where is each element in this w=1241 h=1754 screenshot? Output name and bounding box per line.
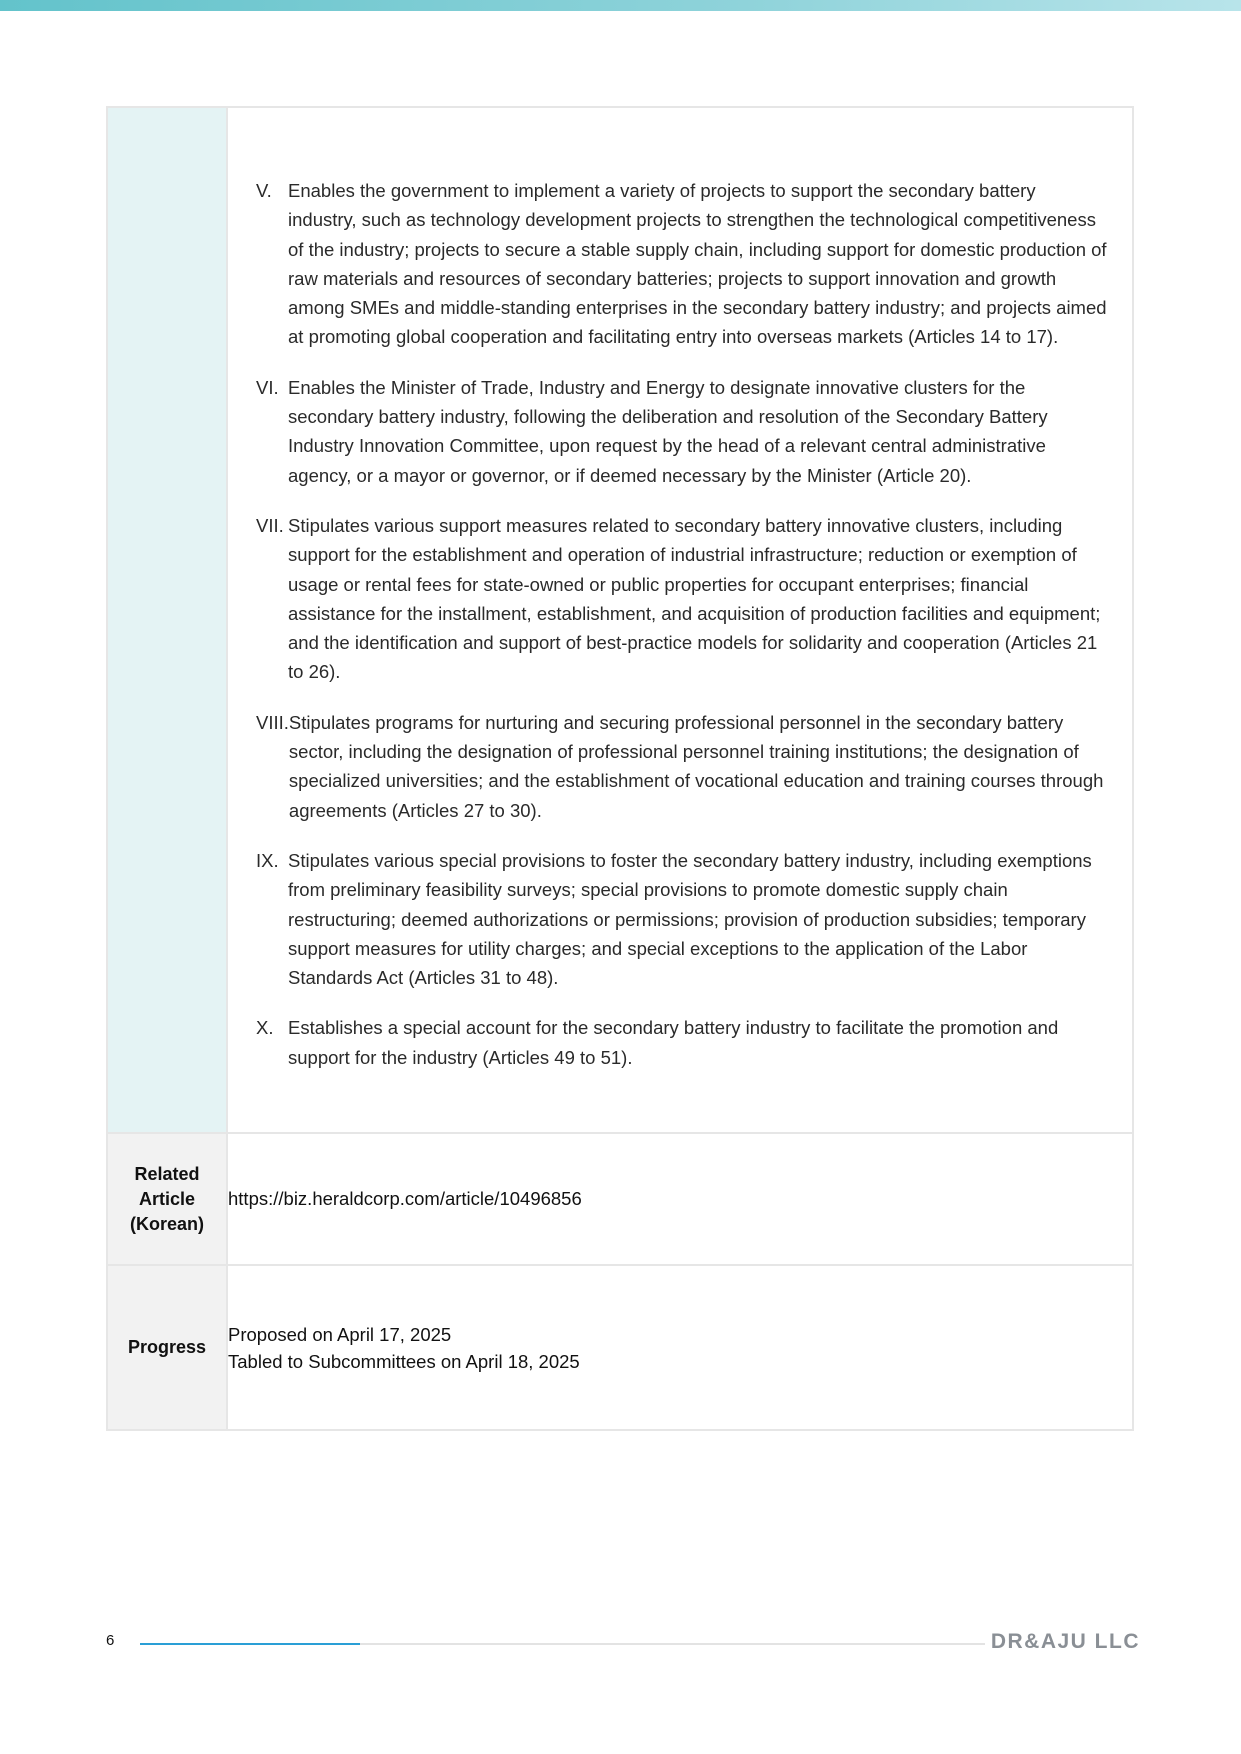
related-article-label-line: Related (134, 1163, 200, 1184)
list-item (256, 846, 1108, 992)
provisions-list (228, 108, 1132, 1132)
brand-logo: DR&AJU LLC (990, 1630, 1140, 1653)
related-article-row (107, 1133, 1133, 1265)
related-article-label (107, 1133, 227, 1265)
progress-proposed: Proposed on April 17, 2025 (228, 1323, 452, 1345)
list-numeral: VI. (256, 376, 279, 398)
footer-progress-track (140, 1643, 985, 1645)
list-item (256, 708, 1108, 825)
list-numeral: X. (256, 1017, 274, 1039)
summary-label-cell (107, 107, 227, 1133)
progress-cell (227, 1265, 1133, 1430)
page-footer (0, 1630, 1241, 1660)
list-item (256, 176, 1108, 352)
related-article-cell (227, 1133, 1133, 1265)
summary-content-cell (227, 107, 1133, 1133)
progress-row (107, 1265, 1133, 1430)
footer-progress-fill (140, 1643, 360, 1645)
page-number: 6 (106, 1632, 115, 1649)
list-item-text: Establishes a special account for the secondary battery industry to facilitate the promotion and support for the industry (Articles 49 to 51). (288, 1017, 1059, 1068)
related-article-link[interactable]: https://biz.heraldcorp.com/article/10496856 (228, 1188, 582, 1210)
related-article-label-line: (Korean) (129, 1213, 204, 1234)
list-item-text: Stipulates various support measures related to secondary battery innovative clusters, including support for the establishment and operation of industrial infrastructure; reduction or exemption of usage or rental fees for state-owned or public properties for occupant enterprises; financial assistance for the installment, establishment, and acquisition of production facilities and equipment; and the identification and support of best-practice models for solidarity and cooperation (Articles 21 to 26). (288, 514, 1101, 683)
progress-tabled: Tabled to Subcommittees on April 18, 2025 (228, 1350, 580, 1372)
top-accent-bar (0, 0, 1241, 11)
list-item-text: Enables the government to implement a variety of projects to support the secondary battery industry, such as technology development projects to strengthen the technological competitiveness of the industry; projects to secure a stable supply chain, including support for domestic production of raw materials and resources of secondary batteries; projects to support innovation and growth among SMEs and middle-standing enterprises in the secondary battery industry; and projects aimed at promoting global cooperation and facilitating entry into overseas markets (Articles 14 to 17). (288, 180, 1107, 348)
list-item-text: Stipulates various special provisions to foster the secondary battery industry, including exemptions from preliminary feasibility surveys; special provisions to promote domestic supply chain restructuring; deemed authorizations or permissions; provision of production subsidies; temporary support measures for utility charges; and special exceptions to the application of the Labor Standards Act (Articles 31 to 48). (288, 849, 1092, 989)
list-numeral: V. (256, 180, 272, 201)
related-article-label-line: Article (138, 1188, 196, 1209)
bill-summary-table (106, 106, 1134, 1431)
list-item (256, 1013, 1108, 1072)
list-item (256, 511, 1108, 687)
list-item-text: Stipulates programs for nurturing and securing professional personnel in the secondary battery sector, including the designation of professional personnel training institutions; the designation of specialized universities; and the establishment of vocational education and training courses through agreements (Articles 27 to 30). (288, 711, 1104, 821)
list-numeral: VIII. (256, 711, 289, 733)
summary-row (107, 107, 1133, 1133)
progress-label: Progress (107, 1265, 227, 1430)
list-item (256, 373, 1108, 490)
list-item-text: Enables the Minister of Trade, Industry and Energy to designate innovative clusters for the secondary battery industry, following the deliberation and resolution of the Secondary Battery Industry Innovation Committee, upon request by the head of a relevant central administrative agency, or a mayor or governor, or if deemed necessary by the Minister (Article 20). (288, 376, 1048, 486)
list-numeral: VII. (256, 514, 284, 536)
list-numeral: IX. (256, 849, 279, 871)
